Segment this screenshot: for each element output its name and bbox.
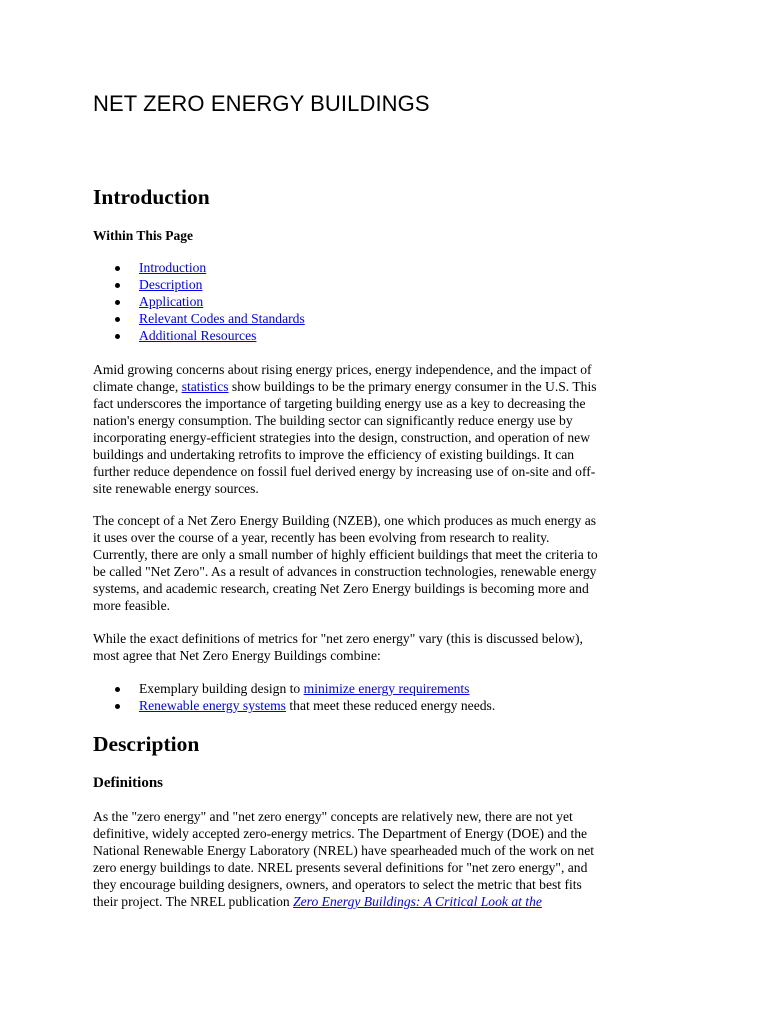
text-line: zero energy buildings to date. NREL presents several definitions for "net zero energy", and — [93, 860, 588, 875]
toc-list — [93, 259, 305, 344]
bullet-icon — [115, 334, 120, 339]
description-heading: Description — [93, 732, 200, 756]
text-line: further reduce dependence on fossil fuel derived energy by increasing use of on-site and off- — [93, 464, 596, 479]
text-line: nation's energy consumption. The building sector can significantly reduce energy use by — [93, 413, 573, 428]
toc-item — [93, 259, 305, 276]
text-line: definitive, widely accepted zero-energy metrics. The Department of Energy (DOE) and the — [93, 826, 588, 841]
text-run: show buildings to be the primary energy consumer in the U.S. This — [228, 379, 597, 394]
toc-link-codes-standards[interactable]: Relevant Codes and Standards — [139, 311, 305, 326]
bullet-icon — [115, 300, 120, 305]
definitions-heading: Definitions — [93, 775, 164, 791]
toc-link-introduction[interactable]: Introduction — [139, 260, 207, 275]
text-run: Exemplary building design to — [139, 681, 304, 696]
statistics-link[interactable]: statistics — [181, 379, 229, 394]
bullet-icon — [115, 317, 120, 322]
text-line: As the "zero energy" and "net zero energy" concepts are relatively new, there are not yet — [93, 809, 573, 824]
text-line: systems, and academic research, creating Net Zero Energy buildings is becoming more and — [93, 581, 589, 596]
minimize-energy-link[interactable]: minimize energy requirements — [303, 681, 470, 696]
text-line: fact underscores the importance of targeting building energy use as a key to decreasing the — [93, 396, 586, 411]
toc-item — [93, 327, 305, 344]
toc-link-description[interactable]: Description — [139, 277, 203, 292]
text-line: National Renewable Energy Laboratory (NREL) have spearheaded much of the work on net — [93, 843, 595, 858]
combine-list — [93, 680, 495, 714]
text-line: more feasible. — [93, 598, 170, 613]
text-line: Amid growing concerns about rising energy prices, energy independence, and the impact of — [93, 362, 592, 377]
nrel-publication-link[interactable]: Zero Energy Buildings: A Critical Look at the — [293, 894, 542, 909]
text-line: they encourage building designers, owners, and operators to select the metric that best fits — [93, 877, 582, 892]
text-line: While the exact definitions of metrics for "net zero energy" vary (this is discussed below), — [93, 631, 583, 646]
toc-item — [93, 310, 305, 327]
bullet-icon — [115, 283, 120, 288]
bullet-icon — [115, 704, 120, 709]
text-line: it uses over the course of a year, recently has been evolving from research to reality. — [93, 530, 550, 545]
text-line — [93, 378, 681, 395]
text-run: their project. The NREL publication — [93, 894, 294, 909]
text-line: most agree that Net Zero Energy Buildings combine: — [93, 648, 381, 663]
toc-heading: Within This Page — [93, 228, 194, 243]
text-line — [93, 893, 681, 910]
text-run: climate change, — [93, 379, 182, 394]
text-run: that meet these reduced energy needs. — [285, 698, 496, 713]
toc-link-application[interactable]: Application — [139, 294, 204, 309]
toc-item — [93, 276, 305, 293]
intro-paragraph-3 — [93, 630, 681, 664]
list-item — [93, 697, 495, 714]
renewable-energy-systems-link[interactable]: Renewable energy systems — [139, 698, 286, 713]
bullet-icon — [115, 687, 120, 692]
toc-item — [93, 293, 305, 310]
introduction-heading: Introduction — [93, 185, 210, 209]
text-line: buildings and undertaking retrofits to improve the efficiency of existing buildings. It can — [93, 447, 575, 462]
text-line: be called "Net Zero". As a result of advances in construction technologies, renewable energy — [93, 564, 597, 579]
text-line: incorporating energy-efficient strategies into the design, construction, and operation of new — [93, 430, 591, 445]
document-title: NET ZERO ENERGY BUILDINGS — [93, 91, 430, 116]
text-line: site renewable energy sources. — [93, 481, 259, 496]
intro-paragraph-1 — [93, 361, 681, 497]
list-item — [93, 680, 495, 697]
description-paragraph-1 — [93, 808, 681, 910]
text-line: Currently, there are only a small number of highly efficient buildings that meet the criteria to — [93, 547, 598, 562]
bullet-icon — [115, 266, 120, 271]
intro-paragraph-2 — [93, 512, 681, 614]
toc-link-additional-resources[interactable]: Additional Resources — [139, 328, 257, 343]
text-line: The concept of a Net Zero Energy Building (NZEB), one which produces as much energy as — [93, 513, 597, 528]
